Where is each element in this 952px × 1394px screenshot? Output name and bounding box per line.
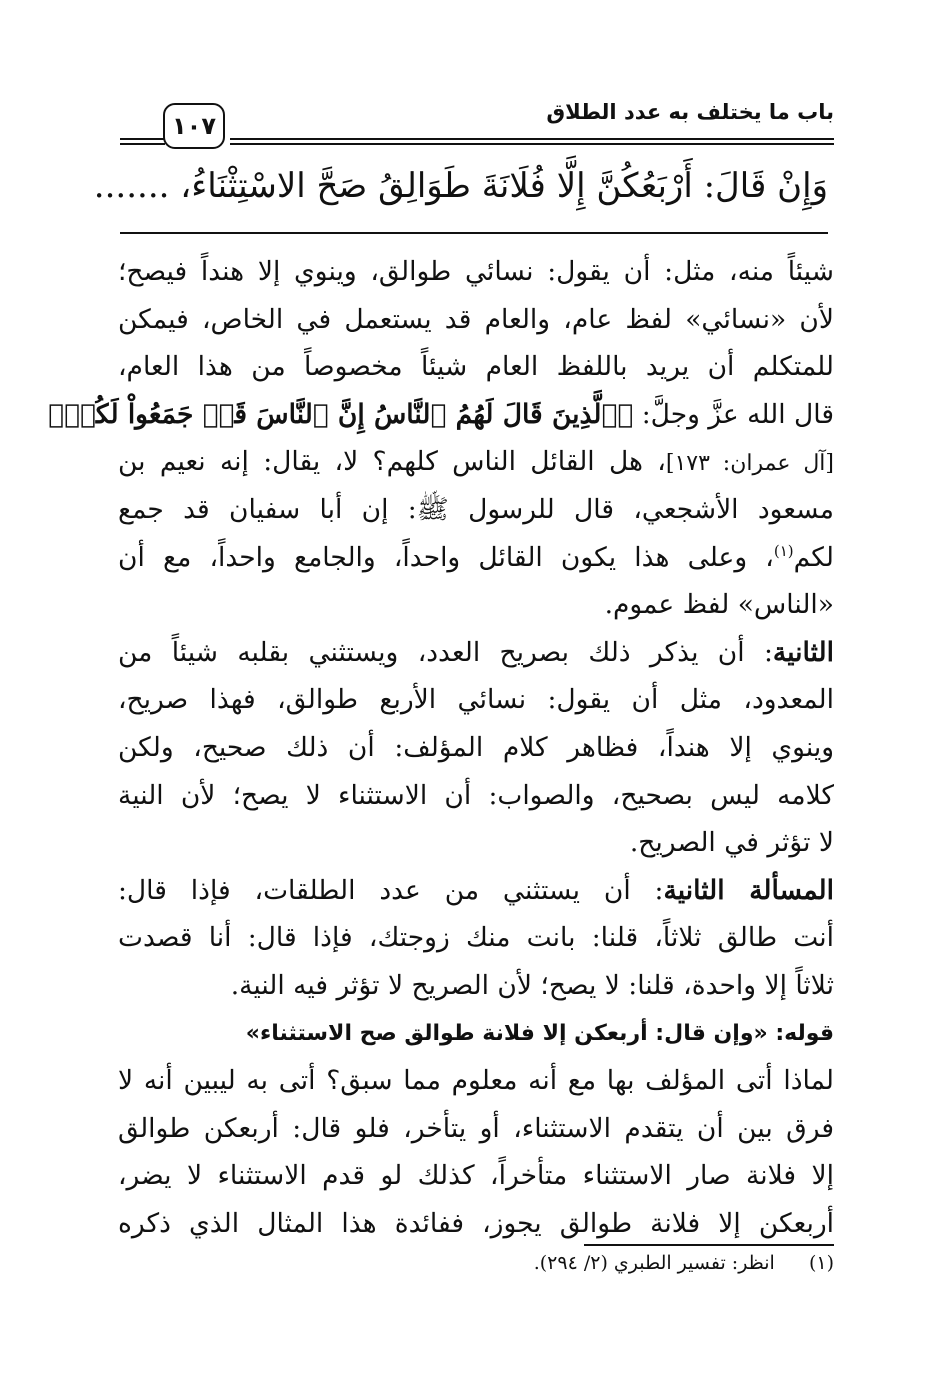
text-line: أربعكن إلا فلانة طوالق يجوز، ففائدة هذا المثال الذي ذكره (118, 1207, 834, 1239)
text-line: أنت طالق ثلاثاً، قلنا: بانت منك زوجتك، فإذا قال: أنا قصدت (118, 922, 834, 954)
text-segment: لكم (793, 541, 834, 573)
footnote-separator (584, 1244, 834, 1246)
text-line: وينوي إلا هنداً، فظاهر كلام المؤلف: أن ذلك صحيح، ولكن (118, 731, 834, 763)
page-number: ١٠٧ (163, 103, 225, 149)
footnote-number: (١) (808, 1252, 834, 1274)
footnote (534, 1252, 834, 1274)
text-line (118, 534, 834, 582)
text-line: مسعود الأشجعي، قال للرسول ﷺ: إن أبا سفيان قد جمع (118, 493, 834, 525)
text-line (118, 629, 834, 677)
quoted-heading: قوله: «وإن قال: أربعكن إلا فلانة طوالق صح الاستثناء» (245, 1020, 834, 1046)
text-line (48, 391, 834, 439)
text-line (118, 867, 834, 915)
text-line: لأن «نسائي» لفظ عام، والعام قد يستعمل في الخاص، فيمكن (118, 303, 834, 335)
verse-reference: [آل عمران: ١٧٣] (665, 451, 834, 477)
footnote-text: انظر: تفسير الطبري (٢/ ٢٩٤). (533, 1252, 775, 1274)
text-segment: ، وعلى هذا يكون القائل واحداً، والجامع واحداً، مع أن (118, 541, 774, 573)
matn-separator (120, 232, 828, 234)
footnote-marker: (١) (773, 541, 794, 560)
text-line: «الناس» لفظ عموم. (604, 589, 834, 621)
header-rule-left-bottom (120, 143, 165, 145)
text-line: المعدود، مثل أن يقول: نسائي الأربع طوالق، فهذا صريح، (118, 684, 834, 716)
text-segment: : أن يستثني من عدد الطلقات، فإذا قال: (118, 874, 664, 906)
text-line: شيئاً منه، مثل: أن يقول: نسائي طوالق، وينوي إلا هنداً فيصح؛ (118, 256, 834, 287)
text-segment: ، هل القائل الناس كلهم؟ لا، يقال: إنه نعيم بن (118, 446, 666, 478)
commentary-body (48, 248, 834, 1247)
text-line: فرق بين أن يتقدم الاستثناء، أو يتأخر، فلو قال: أربعكن طوالق (118, 1112, 834, 1144)
paragraph-label: المسألة الثانية (663, 874, 834, 906)
text-segment: قال الله عزَّ وجلَّ: (633, 398, 834, 430)
matn-text: وَإِنْ قَالَ: أَرْبَعُكُنَّ إِلَّا فُلَانَةَ طَوَالِقُ صَحَّ الاسْتِثْنَاءُ، ....... (93, 166, 828, 206)
chapter-title: باب ما يختلف به عدد الطلاق (546, 100, 834, 124)
text-line: إلا فلانة صار الاستثناء متأخراً، كذلك لو قدم الاستثناء لا يضر، (118, 1160, 834, 1192)
header-rule-right-bottom (230, 143, 834, 145)
text-line: لماذا أتى المؤلف بها مع أنه معلوم مما سبق؟ أتى به ليبين أنه لا (118, 1065, 834, 1097)
text-segment: : أن يذكر ذلك بصريح العدد، ويستثني بقلبه شيئاً من (118, 636, 773, 668)
quran-verse: ﴿ٱلَّذِينَ قَالَ لَهُمُ ٱلنَّاسُ إِنَّ ٱلنَّاسَ قَدۡ جَمَعُواْ لَكُمۡ﴾ (48, 398, 634, 430)
text-line: لا تؤثر في الصريح. (629, 827, 834, 859)
text-line: ثلاثاً إلا واحدة، قلنا: لا يصح؛ لأن الصريح لا تؤثر فيه النية. (230, 969, 834, 1001)
text-line (118, 438, 834, 486)
text-line: للمتكلم أن يريد باللفظ العام شيئاً مخصوصاً من هذا العام، (118, 351, 834, 383)
header-rule-right-top (230, 138, 834, 140)
paragraph-label: الثانية (772, 636, 834, 668)
header-rule-left-top (120, 138, 165, 140)
text-line: كلامه ليس بصحيح، والصواب: أن الاستثناء لا يصح؛ لأن النية (118, 779, 834, 811)
